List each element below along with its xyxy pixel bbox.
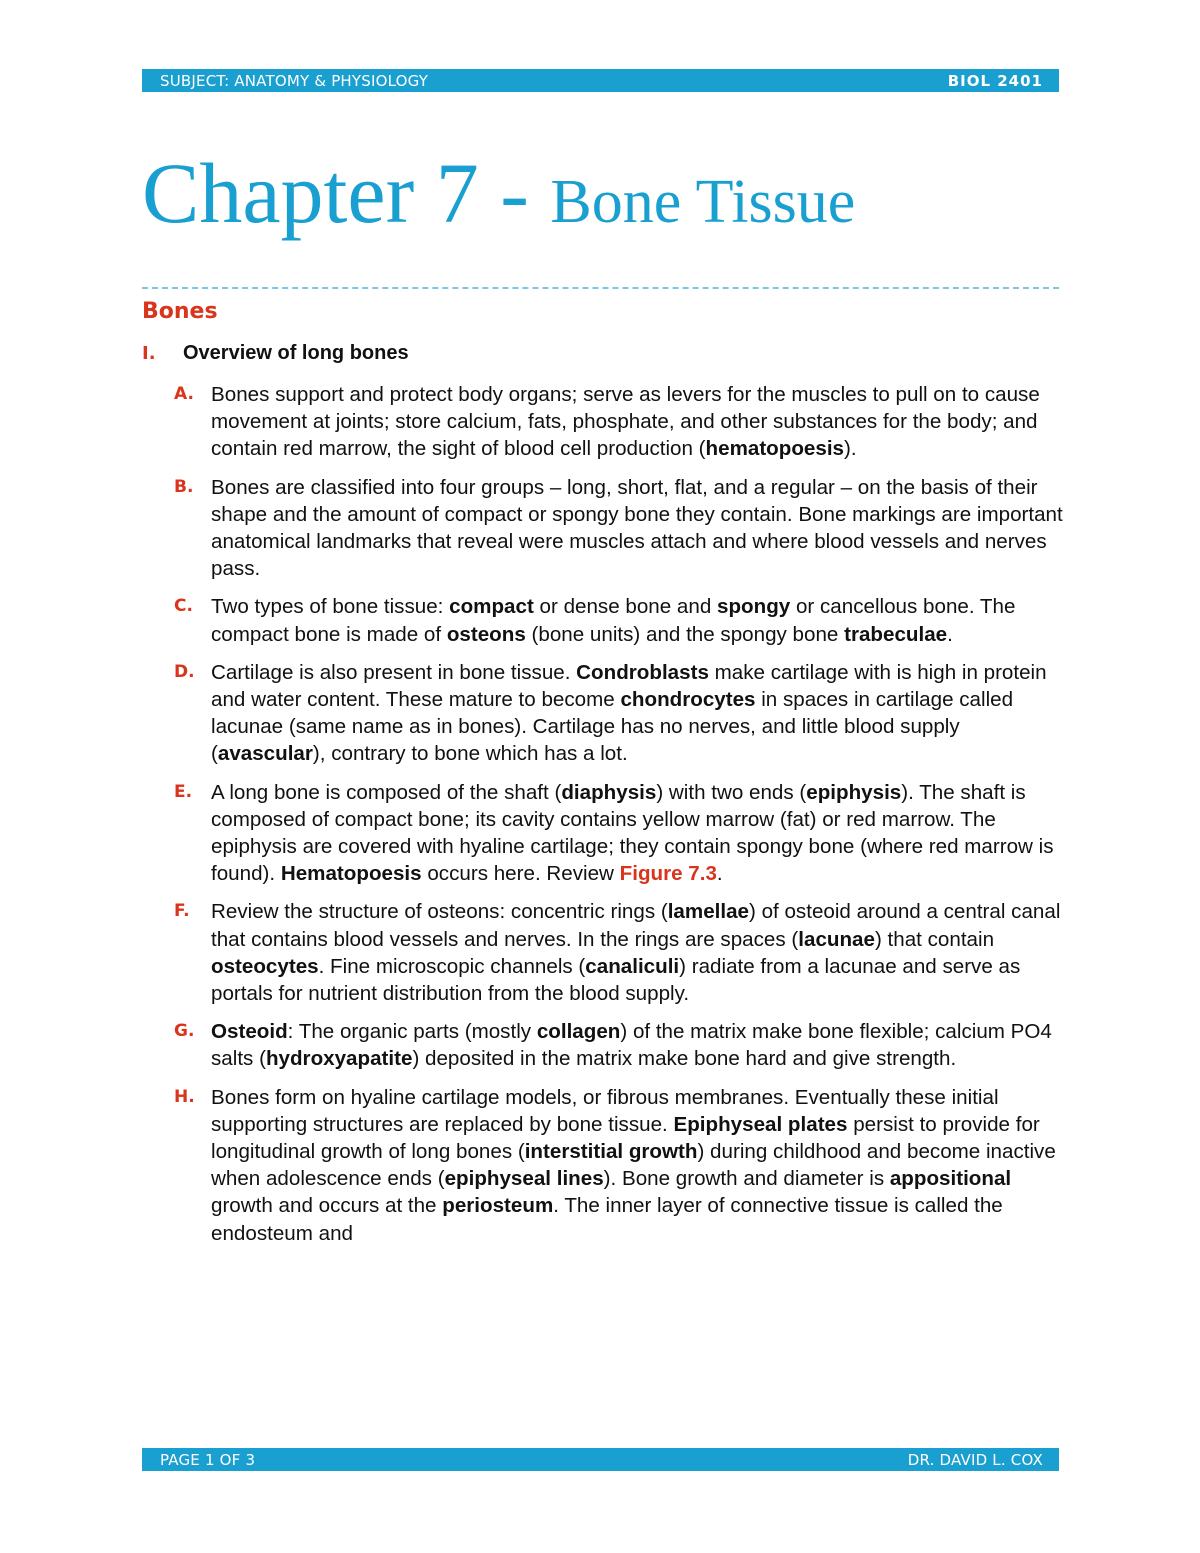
- text-segment: ) with two ends (: [656, 780, 807, 804]
- bold-term: epiphysis: [806, 780, 902, 804]
- text-segment: or dense bone and: [533, 595, 718, 619]
- bold-term: chondrocytes: [620, 688, 756, 712]
- bold-term: hydroxyapatite: [265, 1047, 413, 1071]
- text-segment: growth and occurs at the: [211, 1194, 443, 1218]
- section-heading: Bones: [142, 299, 218, 324]
- footer-author: DR. DAVID L. COX: [907, 1450, 1043, 1469]
- text-segment: ) that contain: [874, 927, 995, 951]
- outline-item-letter: G.: [174, 1021, 195, 1042]
- outline-item-text: [211, 474, 1069, 583]
- text-segment: ) of osteoid around a central canal that contains blood vessels and nerves. In the rings are spaces (: [211, 900, 1061, 951]
- outline-item: [174, 779, 1069, 888]
- bold-term: osteocytes: [211, 954, 319, 978]
- outline-item: [174, 593, 1069, 647]
- bold-term: appositional: [889, 1167, 1012, 1191]
- chapter-title-sub: Bone Tissue: [550, 168, 856, 236]
- header-course: BIOL 2401: [947, 71, 1043, 90]
- text-segment: ) radiate from a lacunae and serve as portals for nutrient distribution from the blood supply.: [211, 954, 1021, 1006]
- text-segment: .: [716, 862, 723, 886]
- outline-item-text: [211, 381, 1069, 463]
- outline-item: [174, 659, 1069, 768]
- bold-term: compact: [449, 595, 534, 619]
- text-segment: ) of the matrix make bone flexible; calcium PO4 salts (: [211, 1020, 1052, 1071]
- outline-item-letter: E.: [174, 781, 193, 802]
- figure-reference: Figure 7.3: [619, 862, 717, 886]
- header-subject: SUBJECT: ANATOMY & PHYSIOLOGY: [160, 71, 429, 90]
- text-segment: Review the structure of osteons: concentric rings (: [211, 900, 668, 924]
- bold-term: collagen: [536, 1020, 621, 1044]
- outline-item-letter: D.: [174, 661, 195, 682]
- outline-heading: [142, 342, 409, 365]
- bold-term: diaphysis: [561, 780, 657, 804]
- text-segment: .: [947, 622, 953, 646]
- text-segment: . The inner layer of connective tissue is called the endosteum and: [211, 1194, 1003, 1245]
- text-segment: ) during childhood and become inactive when adolescence ends (: [211, 1140, 1056, 1191]
- outline-item: [174, 1084, 1069, 1247]
- bold-term: osteons: [446, 622, 526, 646]
- outline-items: [174, 381, 1069, 1258]
- outline-item-text: [211, 659, 1069, 768]
- outline-item: [174, 898, 1069, 1007]
- outline-item: [174, 1018, 1069, 1072]
- outline-number: I.: [142, 343, 156, 364]
- text-segment: ), contrary to bone which has a lot.: [312, 742, 628, 766]
- chapter-title-main: Chapter 7 -: [142, 145, 551, 241]
- text-segment: make cartilage with is high in protein and water content. These mature to become: [211, 660, 1047, 712]
- bold-term: hematopoesis: [705, 437, 845, 461]
- text-segment: Bones are classified into four groups – long, short, flat, and a regular – on the basis of their shape and the amount of compact or spongy bone they contain. Bone markings are important anatomical landmarks that reveal were muscles attach and where blood vessels and nerves pass.: [211, 475, 1063, 581]
- text-segment: Bones support and protect body organs; serve as levers for the muscles to pull on to cause movement at joints; store calcium, fats, phosphate, and other substances for the body; and contain red marrow, the sight of blood cell production (: [211, 383, 1040, 461]
- bold-term: spongy: [717, 595, 791, 619]
- dashed-divider: [142, 287, 1059, 289]
- text-segment: . Fine microscopic channels (: [318, 954, 586, 978]
- text-segment: ).: [844, 437, 857, 461]
- outline-item-letter: A.: [174, 384, 194, 404]
- outline-item-letter: B.: [174, 476, 194, 497]
- text-segment: in spaces in cartilage called lacunae (same name as in bones). Cartilage has no nerves, and little blood supply (: [211, 688, 1014, 766]
- outline-item-text: [211, 593, 1069, 647]
- outline-item-text: [211, 1018, 1069, 1072]
- text-segment: Bones form on hyaline cartilage models, or fibrous membranes. Eventually these initial supporting structures are replaced by bone tissue.: [211, 1085, 999, 1136]
- chapter-title: [142, 145, 856, 241]
- footer-page: PAGE 1 OF 3: [160, 1450, 256, 1469]
- header-band: [142, 69, 1059, 92]
- text-segment: Two types of bone tissue:: [211, 595, 450, 619]
- text-segment: ) deposited in the matrix make bone hard and give strength.: [412, 1047, 957, 1071]
- text-segment: persist to provide for longitudinal growth of long bones (: [211, 1112, 1040, 1164]
- outline-item: [174, 381, 1069, 463]
- text-segment: or cancellous bone. The compact bone is made of: [211, 595, 1016, 646]
- outline-item-text: [211, 1084, 1069, 1247]
- outline-item-text: [211, 898, 1069, 1007]
- bold-term: canaliculi: [585, 954, 680, 978]
- bold-term: lacunae: [798, 927, 875, 951]
- outline-item-letter: C.: [174, 596, 193, 617]
- text-segment: Cartilage is also present in bone tissue.: [211, 660, 577, 684]
- outline-item-text: [211, 779, 1069, 888]
- bold-term: Epiphyseal plates: [673, 1112, 848, 1136]
- bold-term: trabeculae: [844, 622, 948, 646]
- bold-term: interstitial growth: [524, 1140, 698, 1164]
- text-segment: (bone units) and the spongy bone: [525, 622, 845, 646]
- bold-term: epiphyseal lines: [444, 1167, 604, 1191]
- outline-item-letter: F.: [174, 901, 190, 922]
- bold-term: periosteum: [442, 1194, 554, 1218]
- outline-item-letter: H.: [174, 1086, 195, 1107]
- bold-term: avascular: [217, 742, 313, 766]
- bold-term: Condroblasts: [576, 660, 709, 684]
- footer-band: [142, 1448, 1059, 1471]
- text-segment: occurs here. Review: [421, 862, 620, 886]
- bold-term: lamellae: [667, 900, 749, 924]
- outline-heading-text: Overview of long bones: [183, 342, 409, 364]
- text-segment: ). The shaft is composed of compact bone; its cavity contains yellow marrow (fat) or red marrow. The epiphysis are covered with hyaline cartilage; they contain spongy bone (where red marrow is found).: [211, 780, 1054, 886]
- outline-item: [174, 474, 1069, 583]
- text-segment: ). Bone growth and diameter is: [603, 1167, 890, 1191]
- bold-term: Hematopoesis: [280, 862, 422, 886]
- bold-term: Osteoid: [211, 1020, 288, 1044]
- text-segment: : The organic parts (mostly: [287, 1020, 537, 1044]
- text-segment: A long bone is composed of the shaft (: [211, 780, 562, 804]
